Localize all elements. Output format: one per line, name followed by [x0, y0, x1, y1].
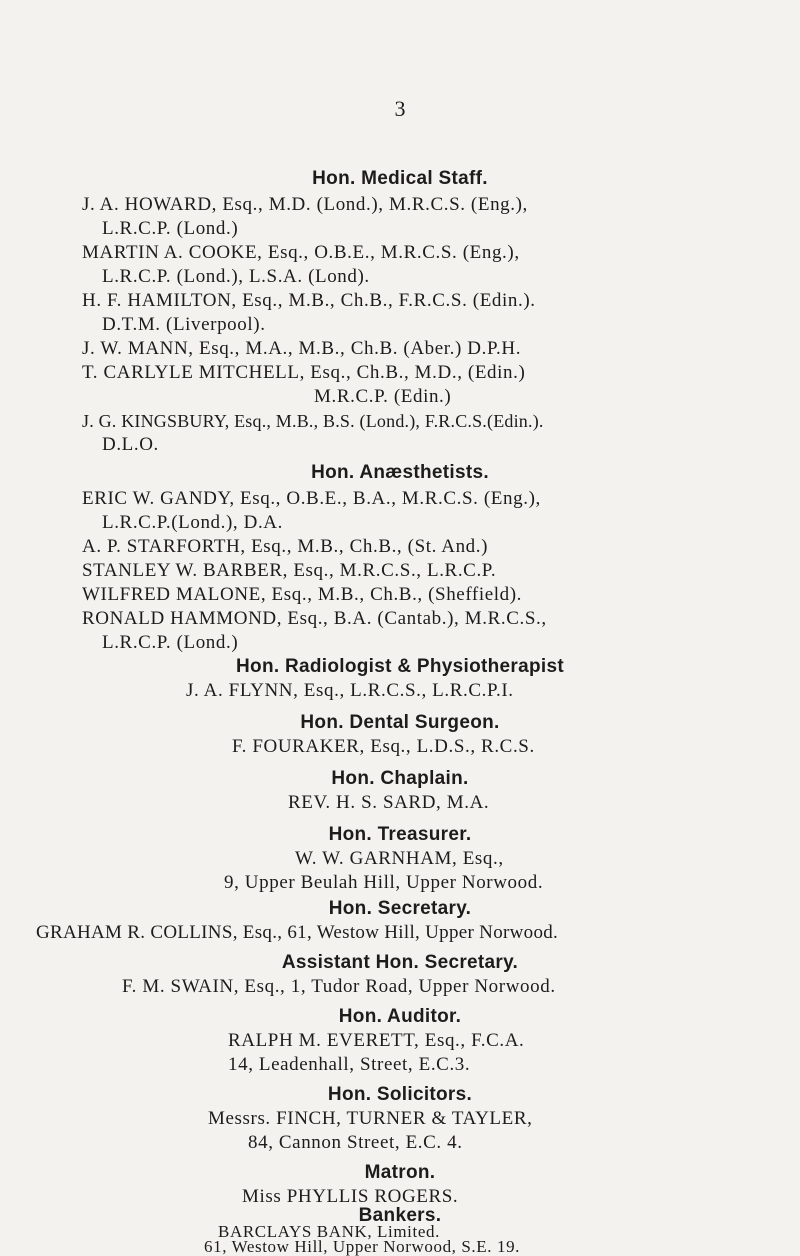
page-number: 3 — [394, 96, 406, 121]
heading-auditor: Hon. Auditor. — [338, 1006, 462, 1027]
staff-line: 9, Upper Beulah Hill, Upper Norwood. — [224, 872, 544, 893]
staff-line: Messrs. FINCH, TURNER & TAYLER, — [208, 1108, 533, 1129]
heading-chaplain: Hon. Chaplain. — [331, 768, 469, 789]
staff-line: Miss PHYLLIS ROGERS. — [242, 1186, 459, 1207]
staff-line: GRAHAM R. COLLINS, Esq., 61, Westow Hill, Upper Norwood. — [36, 922, 559, 943]
staff-line: REV. H. S. SARD, M.A. — [288, 792, 490, 813]
heading-dental-surgeon: Hon. Dental Surgeon. — [300, 712, 500, 733]
staff-line: RONALD HAMMOND, Esq., B.A. (Cantab.), M.R.C.S., — [82, 608, 547, 629]
staff-line: BARCLAYS BANK, Limited. — [218, 1222, 440, 1241]
heading-solicitors: Hon. Solicitors. — [327, 1084, 473, 1105]
heading-radiologist: Hon. Radiologist & Physiotherapist — [236, 656, 564, 677]
staff-line: J. A. HOWARD, Esq., M.D. (Lond.), M.R.C.S. (Eng.), — [82, 194, 528, 215]
staff-line: ERIC W. GANDY, Esq., O.B.E., B.A., M.R.C.S. (Eng.), — [82, 488, 541, 509]
staff-line: A. P. STARFORTH, Esq., M.B., Ch.B., (St. And.) — [82, 536, 489, 557]
staff-line: F. FOURAKER, Esq., L.D.S., R.C.S. — [232, 736, 535, 757]
staff-line: 61, Westow Hill, Upper Norwood, S.E. 19. — [204, 1237, 521, 1256]
staff-line: D.L.O. — [102, 434, 159, 455]
staff-line: J. W. MANN, Esq., M.A., M.B., Ch.B. (Aber.) D.P.H. — [82, 338, 522, 359]
staff-line: MARTIN A. COOKE, Esq., O.B.E., M.R.C.S. (Eng.), — [82, 242, 520, 263]
heading-assistant-secretary: Assistant Hon. Secretary. — [281, 952, 519, 973]
heading-anaesthetists: Hon. Anæsthetists. — [311, 462, 489, 483]
staff-line: L.R.C.P. (Lond.), L.S.A. (Lond). — [102, 266, 370, 287]
staff-line: L.R.C.P. (Lond.) — [102, 218, 239, 239]
staff-line: 14, Leadenhall, Street, E.C.3. — [228, 1054, 471, 1075]
staff-line: J. G. KINGSBURY, Esq., M.B., B.S. (Lond.), F.R.C.S.(Edin.). — [82, 411, 544, 431]
staff-line: W. W. GARNHAM, Esq., — [295, 848, 504, 869]
staff-line: 84, Cannon Street, E.C. 4. — [248, 1132, 463, 1153]
staff-line: RALPH M. EVERETT, Esq., F.C.A. — [228, 1030, 525, 1051]
staff-line: STANLEY W. BARBER, Esq., M.R.C.S., L.R.C.P. — [82, 560, 497, 581]
heading-matron: Matron. — [364, 1162, 436, 1183]
heading-medical-staff: Hon. Medical Staff. — [312, 168, 488, 189]
staff-line: L.R.C.P.(Lond.), D.A. — [102, 512, 283, 533]
staff-line: F. M. SWAIN, Esq., 1, Tudor Road, Upper Norwood. — [122, 976, 556, 997]
staff-line: D.T.M. (Liverpool). — [102, 314, 266, 335]
heading-secretary: Hon. Secretary. — [328, 898, 472, 919]
staff-line: WILFRED MALONE, Esq., M.B., Ch.B., (Sheffield). — [82, 584, 523, 605]
staff-line: H. F. HAMILTON, Esq., M.B., Ch.B., F.R.C.S. (Edin.). — [82, 290, 536, 311]
heading-treasurer: Hon. Treasurer. — [328, 824, 472, 845]
heading-bankers: Bankers. — [358, 1205, 442, 1226]
staff-line: M.R.C.P. (Edin.) — [314, 386, 452, 407]
staff-line: L.R.C.P. (Lond.) — [102, 632, 239, 653]
staff-line: J. A. FLYNN, Esq., L.R.C.S., L.R.C.P.I. — [186, 680, 514, 701]
staff-line: T. CARLYLE MITCHELL, Esq., Ch.B., M.D., (Edin.) — [82, 362, 526, 383]
